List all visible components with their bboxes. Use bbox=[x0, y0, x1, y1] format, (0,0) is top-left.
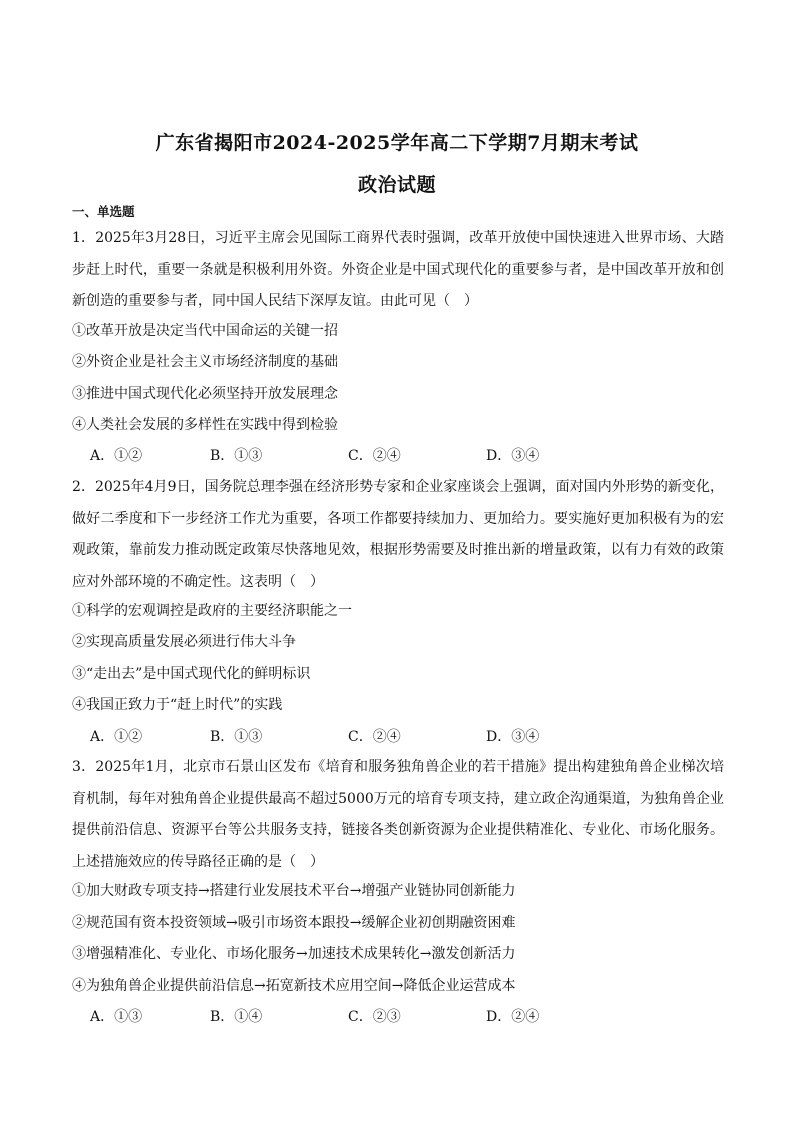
question-3-choice-a: A．①③ bbox=[90, 1009, 143, 1025]
question-3-option-3: ③增强精准化、专业化、市场化服务→加速技术成果转化→激发创新活力 bbox=[72, 946, 516, 962]
question-2-choices bbox=[90, 727, 730, 747]
question-2-option-1: ①科学的宏观调控是政府的主要经济职能之一 bbox=[72, 603, 352, 619]
question-1-option-1: ①改革开放是决定当代中国命运的关键一招 bbox=[72, 323, 338, 339]
question-2-option-2: ②实现高质量发展必须进行伟大斗争 bbox=[72, 634, 296, 650]
question-3-choice-d: D．②④ bbox=[486, 1009, 540, 1025]
question-1-choice-a: A．①② bbox=[90, 448, 143, 464]
question-1-choices bbox=[90, 446, 730, 466]
question-3-option-4: ④为独角兽企业提供前沿信息→拓宽新技术应用空间→降低企业运营成本 bbox=[72, 978, 516, 994]
question-3-stem: 3．2025年1月，北京市石景山区发布《培育和服务独角兽企业的若干措施》提出构建独角兽企业梯次培育机制，每年对独角兽企业提供最高不超过5000万元的培育专项支持，建立政企沟通渠道，为独角兽企业提供前沿信息、资源平台等公共服务支持，链接各类创新资源为企业提供精准化、专业化、市场化服务。上述措施效应的传导路径正确的是（ ） bbox=[72, 759, 724, 870]
question-3-option-2: ②规范国有资本投资领域→吸引市场资本跟投→缓解企业初创期融资困难 bbox=[72, 915, 516, 931]
question-1-choice-c: C．②④ bbox=[348, 448, 401, 464]
question-2-choice-d: D．③④ bbox=[486, 729, 540, 745]
question-2-choice-b: B．①③ bbox=[210, 729, 263, 745]
question-1-stem: 1．2025年3月28日，习近平主席会见国际工商界代表时强调，改革开放使中国快速进入世界市场、大踏步赶上时代，重要一条就是积极利用外资。外资企业是中国式现代化的重要参与者，是中国改革开放和创新创造的重要参与者，同中国人民结下深厚友谊。由此可见（ ） bbox=[72, 230, 724, 309]
question-2-option-4: ④我国正致力于“赶上时代”的实践 bbox=[72, 697, 283, 713]
question-2-stem: 2．2025年4月9日，国务院总理李强在经济形势专家和企业家座谈会上强调，面对国内外形势的新变化，做好二季度和下一步经济工作尤为重要，各项工作都要持续加力、更加给力。要实施好更加积极有为的宏观政策，靠前发力推动既定政策尽快落地见效，根据形势需要及时推出新的增量政策，以有力有效的政策应对外部环境的不确定性。这表明（ ） bbox=[72, 479, 724, 590]
question-1-choice-b: B．①③ bbox=[210, 448, 263, 464]
question-1-option-2: ②外资企业是社会主义市场经济制度的基础 bbox=[72, 354, 338, 370]
question-2-option-3: ③“走出去”是中国式现代化的鲜明标识 bbox=[72, 666, 311, 682]
exam-subtitle: 政治试题 bbox=[357, 174, 436, 196]
question-3-choice-c: C．②③ bbox=[348, 1009, 401, 1025]
question-2-choice-a: A．①② bbox=[90, 729, 143, 745]
question-1-option-3: ③推进中国式现代化必须坚持开放发展理念 bbox=[72, 386, 338, 402]
exam-title: 广东省揭阳市2024-2025学年高二下学期7月期末考试 bbox=[155, 132, 639, 154]
question-3-choices bbox=[90, 1007, 730, 1027]
section-heading: 一、单选题 bbox=[72, 204, 135, 219]
question-1-option-4: ④人类社会发展的多样性在实践中得到检验 bbox=[72, 417, 338, 433]
question-3-choice-b: B．①④ bbox=[210, 1009, 263, 1025]
question-2-choice-c: C．②④ bbox=[348, 729, 401, 745]
question-1-choice-d: D．③④ bbox=[486, 448, 540, 464]
question-3-option-1: ①加大财政专项支持→搭建行业发展技术平台→增强产业链协同创新能力 bbox=[72, 883, 516, 899]
